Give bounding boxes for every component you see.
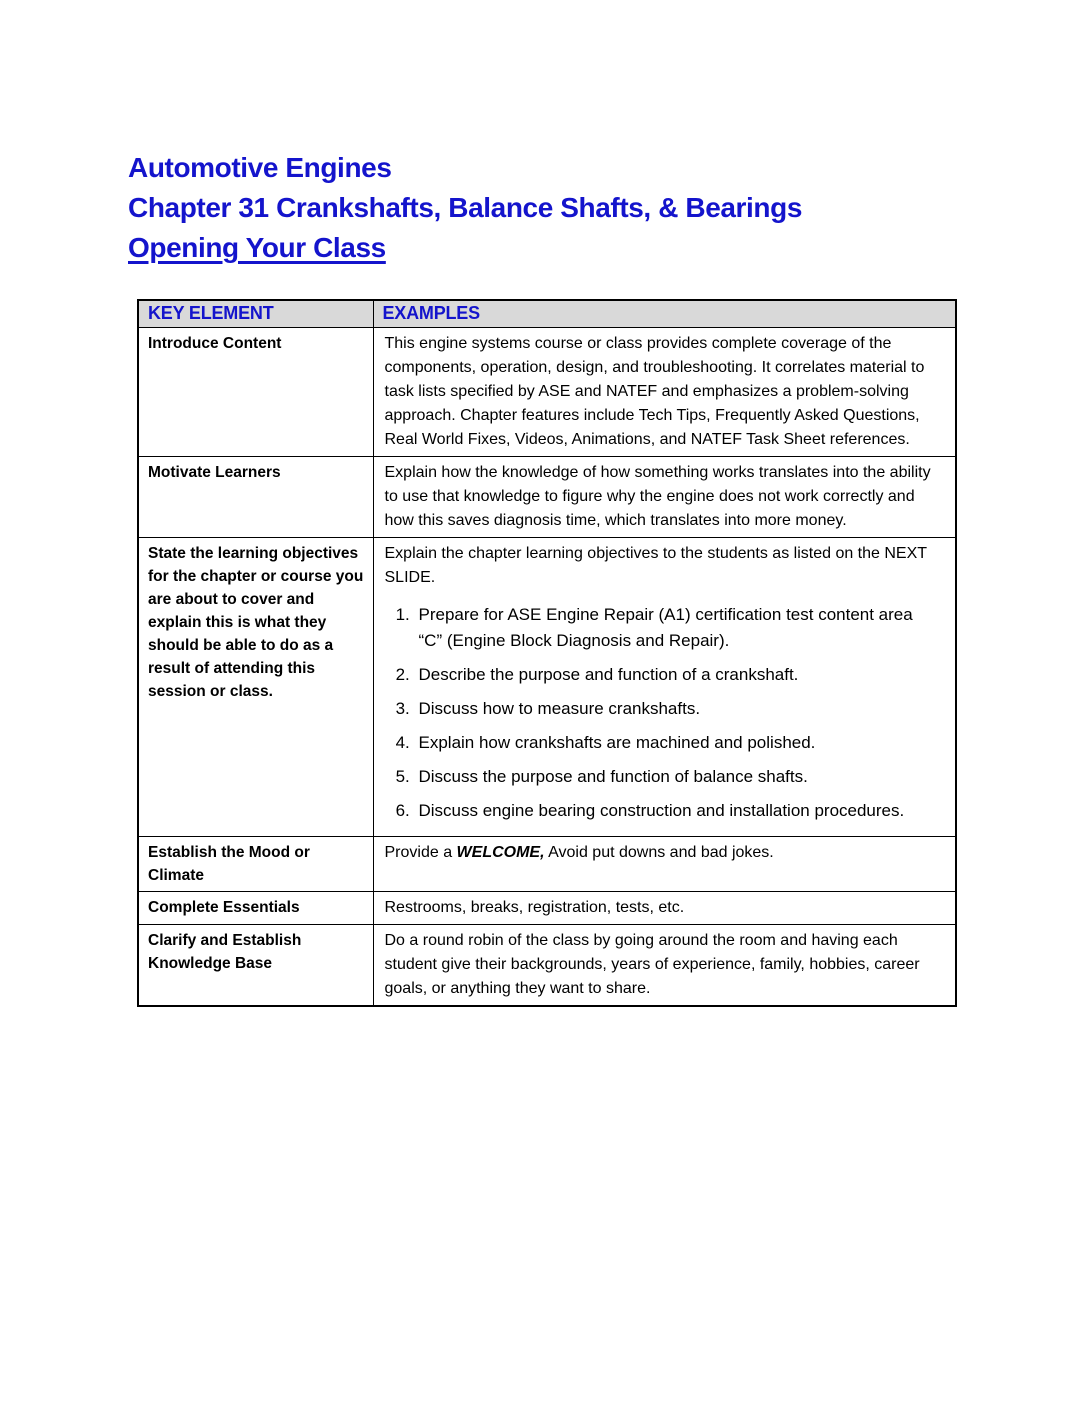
table-row-complete-essentials	[138, 892, 956, 925]
key-element-cell: Complete Essentials	[138, 892, 373, 925]
key-element-examples-table	[137, 299, 957, 1007]
key-element-cell: Establish the Mood or Climate	[138, 837, 373, 892]
table-row-introduce-content	[138, 328, 956, 457]
example-cell: Explain how the knowledge of how something works translates into the ability to use that knowledge to figure why the engine does not work correctly and how this saves diagnosis time, which translates into more money.	[373, 457, 956, 538]
title-line-course: Automotive Engines	[128, 152, 392, 183]
objectives-intro-text: Explain the chapter learning objectives to the students as listed on the NEXT SLIDE.	[384, 545, 927, 586]
title-line-chapter: Chapter 31 Crankshafts, Balance Shafts, & Bearings	[128, 192, 803, 223]
table-row-learning-objectives	[138, 538, 956, 837]
objective-item: 5. Discuss the purpose and function of balance shafts.	[415, 764, 942, 790]
header-examples: EXAMPLES	[373, 300, 956, 328]
example-cell	[373, 837, 956, 892]
objective-item: 4. Explain how crankshafts are machined and polished.	[415, 730, 942, 756]
key-element-cell: Motivate Learners	[138, 457, 373, 538]
table-row-establish-mood	[138, 837, 956, 892]
document-title-block	[128, 148, 802, 268]
table-row-clarify-knowledge-base	[138, 925, 956, 1007]
welcome-emphasis-text: WELCOME,	[456, 844, 545, 861]
header-key-element: KEY ELEMENT	[138, 300, 373, 328]
example-cell	[373, 538, 956, 837]
example-cell: This engine systems course or class provides complete coverage of the components, operation, design, and troubleshooting. It correlates material to task lists specified by ASE and NATEF and emphasizes a problem-solving approach. Chapter features include Tech Tips, Frequently Asked Questions, Real World Fixes, Videos, Animations, and NATEF Task Sheet references.	[373, 328, 956, 457]
table-header-row	[138, 300, 956, 328]
objective-item: 2. Describe the purpose and function of a crankshaft.	[415, 662, 942, 688]
key-element-cell: State the learning objectives for the chapter or course you are about to cover and explain this is what they should be able to do as a result of attending this session or class.	[138, 538, 373, 837]
objective-item: 1. Prepare for ASE Engine Repair (A1) certification test content area “C” (Engine Block Diagnosis and Repair).	[415, 602, 942, 654]
example-cell: Restrooms, breaks, registration, tests, etc.	[373, 892, 956, 925]
key-element-cell: Introduce Content	[138, 328, 373, 457]
welcome-prefix-text: Provide a	[384, 844, 457, 861]
title-line-section: Opening Your Class	[128, 232, 386, 263]
table-row-motivate-learners	[138, 457, 956, 538]
objective-item: 3. Discuss how to measure crankshafts.	[415, 696, 942, 722]
key-element-cell: Clarify and Establish Knowledge Base	[138, 925, 373, 1007]
welcome-suffix-text: Avoid put downs and bad jokes.	[544, 844, 774, 861]
example-cell: Do a round robin of the class by going around the room and having each student give their backgrounds, years of experience, family, hobbies, career goals, or anything they want to share.	[373, 925, 956, 1007]
objectives-list	[385, 602, 942, 824]
objective-item: 6. Discuss engine bearing construction and installation procedures.	[415, 798, 942, 824]
